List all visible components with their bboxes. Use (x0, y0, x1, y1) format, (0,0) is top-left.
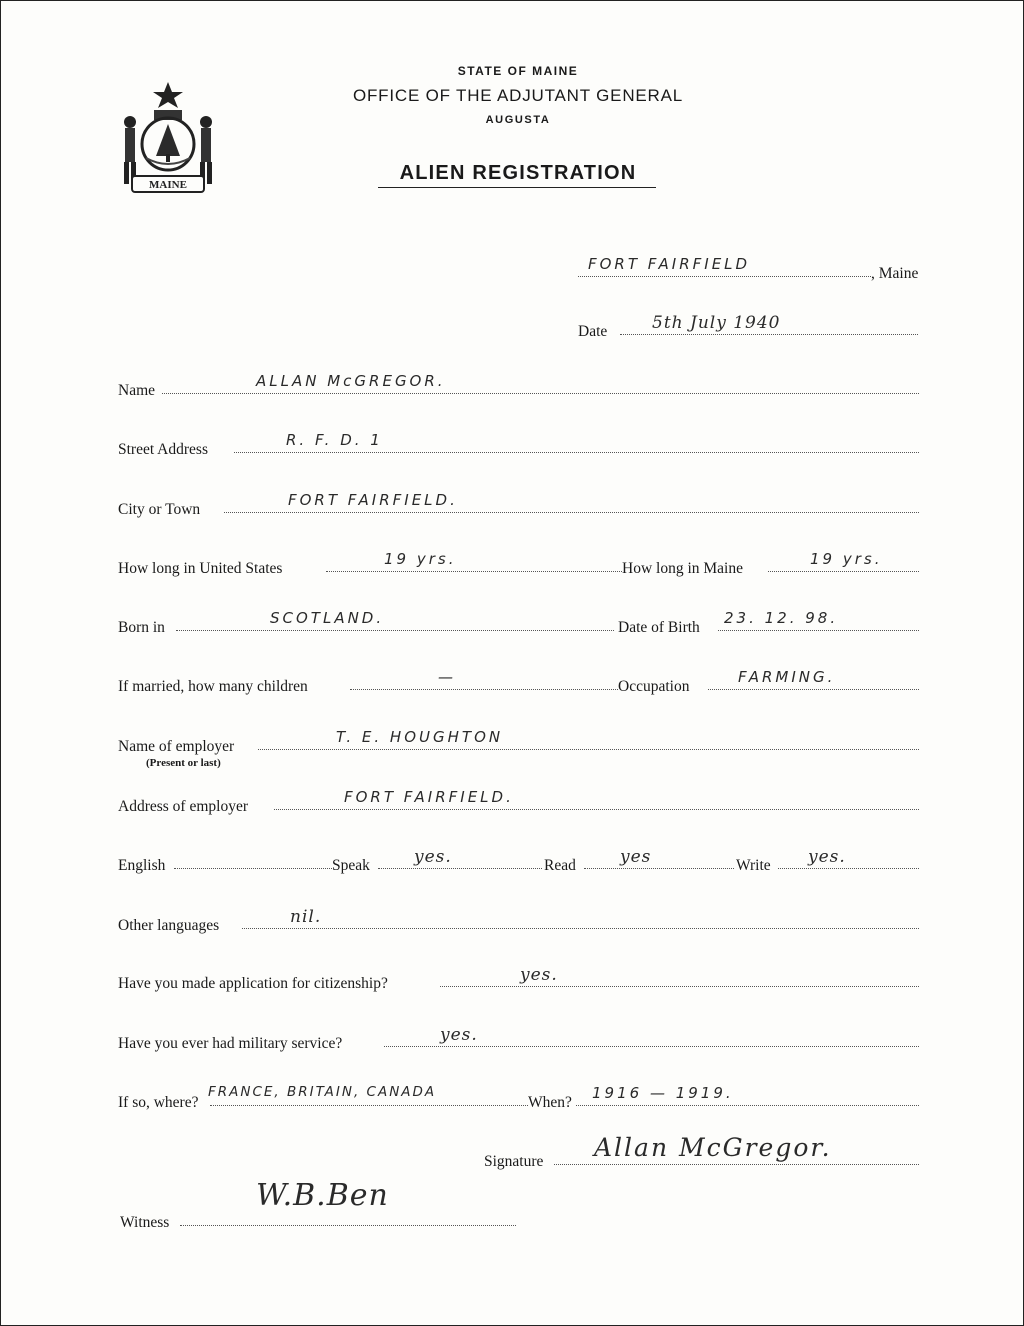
occupation-dots (708, 689, 919, 690)
signature-value: Allan McGregor. (594, 1133, 832, 1162)
other-languages-value: nil. (290, 907, 322, 927)
how-long-me-value: 19 yrs. (810, 550, 883, 568)
speak-dots (378, 868, 542, 869)
seal-text: MAINE (149, 179, 187, 191)
when-dots (576, 1105, 919, 1106)
when-label: When? (528, 1094, 572, 1111)
employer-label: Name of employer (118, 738, 235, 755)
how-long-me-dots (768, 571, 919, 572)
signature-label: Signature (484, 1153, 544, 1170)
read-label: Read (544, 857, 576, 874)
title-underline (378, 187, 656, 188)
state-heading: STATE OF MAINE (457, 64, 579, 78)
date-dots (620, 334, 918, 335)
signature-dots (554, 1164, 919, 1165)
citizenship-label: Have you made application for citizenship? (118, 975, 388, 992)
city-heading: AUGUSTA (485, 114, 551, 126)
employer-value: T. E. HOUGHTON (336, 728, 504, 746)
city-label: City or Town (118, 501, 201, 518)
dob-value: 23. 12. 98. (724, 609, 839, 627)
speak-value: yes. (414, 847, 452, 867)
street-label: Street Address (118, 441, 208, 458)
city-value: FORT FAIRFIELD. (288, 491, 458, 509)
how-long-us-label: How long in United States (118, 560, 283, 577)
read-value: yes (620, 847, 652, 867)
where-dots (210, 1105, 528, 1106)
employer-sublabel: (Present or last) (146, 757, 221, 769)
english-dots (174, 868, 332, 869)
witness-label: Witness (120, 1214, 170, 1231)
street-dots (234, 452, 919, 453)
employer-address-label: Address of employer (118, 798, 248, 815)
where-label: If so, where? (118, 1094, 199, 1111)
children-value: — (438, 668, 456, 686)
when-value: 1916 — 1919. (592, 1084, 734, 1102)
name-dots (162, 393, 919, 394)
where-value: FRANCE, BRITAIN, CANADA (208, 1084, 437, 1100)
military-value: yes. (440, 1025, 478, 1045)
born-dots (176, 630, 614, 631)
how-long-us-value: 19 yrs. (384, 550, 457, 568)
name-label: Name (118, 382, 156, 399)
occupation-label: Occupation (618, 678, 690, 695)
other-languages-label: Other languages (118, 917, 220, 934)
citizenship-dots (440, 986, 919, 987)
read-dots (584, 868, 734, 869)
how-long-me-label: How long in Maine (622, 560, 743, 577)
witness-dots (180, 1225, 516, 1226)
how-long-us-dots (326, 571, 622, 572)
place-value: FORT FAIRFIELD (588, 255, 751, 273)
other-languages-dots (242, 928, 919, 929)
office-heading: OFFICE OF THE ADJUTANT GENERAL (352, 86, 684, 105)
city-dots (224, 512, 919, 513)
employer-address-dots (274, 809, 919, 810)
street-value: R. F. D. 1 (286, 431, 383, 449)
military-dots (384, 1046, 919, 1047)
name-value: ALLAN McGREGOR. (256, 372, 446, 390)
citizenship-value: yes. (520, 965, 558, 985)
date-label: Date (578, 323, 608, 340)
employer-dots (258, 749, 919, 750)
children-dots (350, 689, 618, 690)
place-dots (578, 276, 871, 277)
witness-value: W.B.Ben (256, 1178, 389, 1213)
write-dots (778, 868, 919, 869)
english-label: English (118, 857, 166, 874)
dob-label: Date of Birth (618, 619, 700, 636)
born-value: SCOTLAND. (270, 609, 385, 627)
form-title: ALIEN REGISTRATION (399, 162, 637, 184)
place-suffix: , Maine (871, 265, 919, 282)
dob-dots (718, 630, 919, 631)
write-value: yes. (808, 847, 846, 867)
born-label: Born in (118, 619, 165, 636)
occupation-value: FARMING. (738, 668, 836, 686)
write-label: Write (736, 857, 771, 874)
date-value: 5th July 1940 (652, 313, 781, 333)
military-label: Have you ever had military service? (118, 1035, 343, 1052)
children-label: If married, how many children (118, 678, 308, 695)
employer-address-value: FORT FAIRFIELD. (344, 788, 514, 806)
speak-label: Speak (332, 857, 370, 874)
